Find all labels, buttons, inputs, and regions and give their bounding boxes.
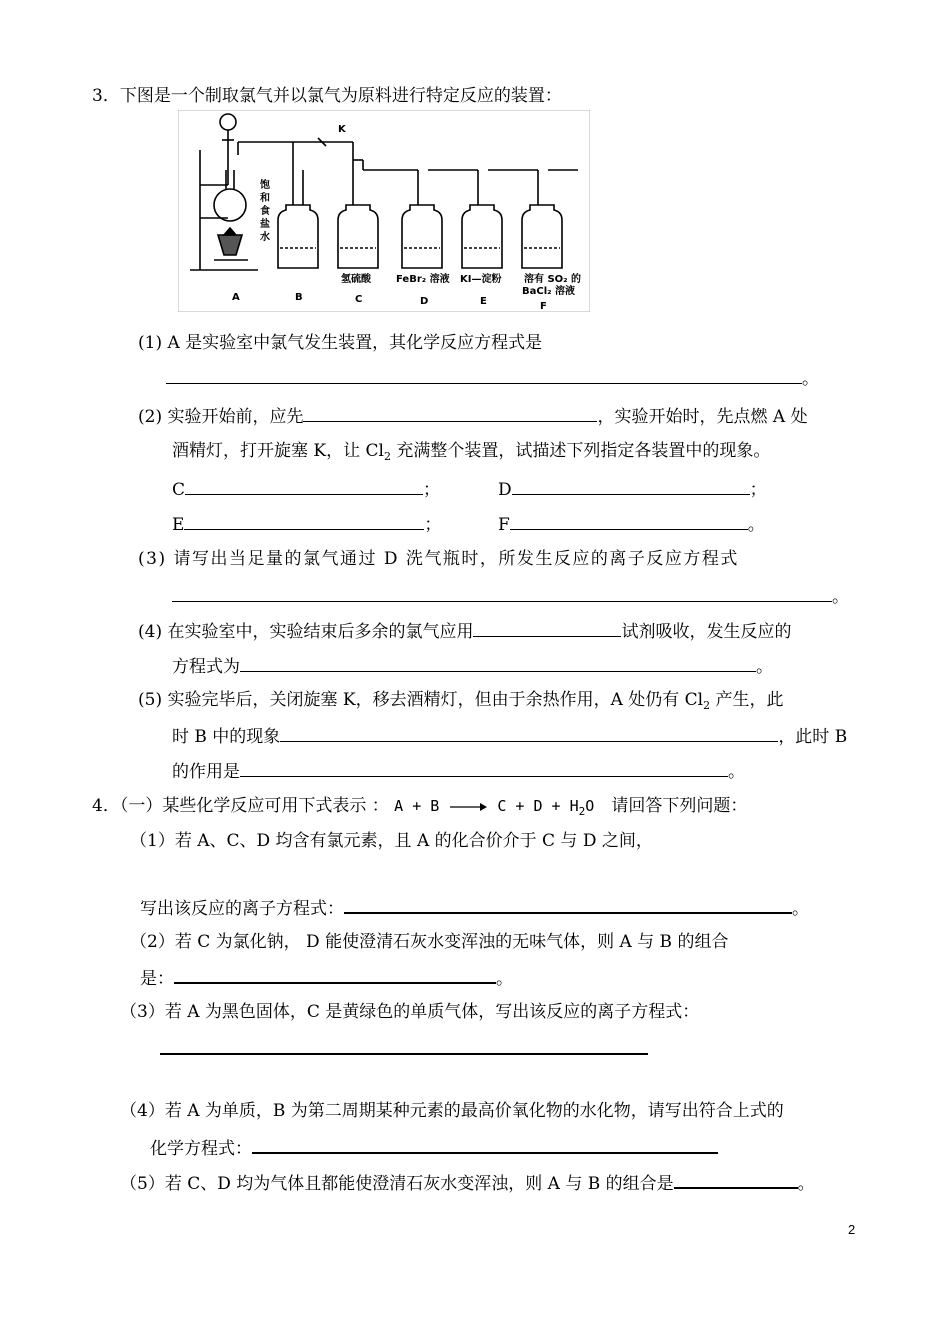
q4-p1-line1: （1）若 A、C、D 均含有氯元素，且 A 的化合价介于 C 与 D 之间， [130,831,653,851]
q3-p2-d-semi: ； [749,480,767,500]
svg-text:和: 和 [260,193,270,204]
q4-p5-end: 。 [797,1174,815,1194]
q4-p4-l2: 化学方程式： [150,1139,252,1159]
letter-B: B [295,292,303,303]
page-number: 2 [848,1222,856,1237]
q3-p1-end: 。 [802,369,819,389]
brine-label [260,178,270,243]
letter-F: F [540,301,547,312]
q4-p2-l2: 是： [140,969,174,989]
q3-p5-l2a: 时 B 中的现象 [172,727,281,747]
q4-title [92,794,747,824]
valve-k-label: K [338,124,346,135]
q3-p2-c-label: C [172,480,186,500]
q4-p3-blank[interactable] [160,1053,648,1055]
q4-p2-end: 。 [496,969,513,989]
q3-p2-blank-f[interactable] [510,511,748,530]
q3-p1-answer-line [166,365,819,391]
q3-p5-line1 [138,688,784,718]
q4-title-b: 请回答下列问题： [611,796,748,816]
q3-p2-l1b: ，实验开始时，先点燃 A 处 [597,407,808,427]
q3-p5-line3 [172,758,745,784]
letter-C: C [355,294,363,305]
q3-p2-line2 [172,439,770,469]
q3-p4-l1a: (4) 在实验室中，实验结束后多余的氯气应用 [138,622,474,642]
q3-p5-l2b: ，此时 B [778,727,848,747]
q3-p2-blank-prep[interactable] [303,403,597,422]
letter-D: D [420,296,429,307]
q4-p4-line2 [150,1134,718,1161]
reagent-F-label-2: BaCl₂ 溶液 [522,286,575,297]
q3-p5-end: 。 [728,762,745,782]
q3-p4-l2a: 方程式为 [172,657,240,677]
q4-p2-line2 [140,964,513,991]
q3-p5-l1a: (5) 实验完毕后，关闭旋塞 K，移去酒精灯，但由于余热作用，A 处仍有 Cl [138,690,704,710]
q4-p4-blank[interactable] [252,1134,718,1154]
q3-p3-end: 。 [832,587,849,607]
reagent-C-label: 氢硫酸 [341,274,371,285]
q4-p3-line1: （3）若 A 为黑色固体，C 是黄绿色的单质气体，写出该反应的离子方程式： [120,1002,700,1022]
letter-E: E [480,296,487,307]
q4-formula [394,797,603,818]
reagent-E-label: KI—淀粉 [460,274,502,285]
q3-p3-text: (3) 请写出当足量的氯气通过 D 洗气瓶时，所发生反应的离子反应方程式 [138,549,739,569]
q3-p4-blank-equation[interactable] [240,653,756,672]
svg-text:水: 水 [260,232,270,243]
q4-p1-l2: 写出该反应的离子方程式： [140,899,344,919]
q3-p3-answer-line [172,583,849,609]
q3-p5-blank-phenomenon[interactable] [280,723,778,742]
q3-p2-e-semi: ； [424,515,442,535]
q3-p2-l2sub: 2 [383,450,391,463]
q3-p2-d-row [498,476,767,502]
q3-p3-blank[interactable] [172,583,832,602]
svg-text:盐: 盐 [260,219,270,230]
q3-p2-f-row [498,511,765,537]
q4-formula-sub: 2 [578,805,586,818]
q3-p2-l1a: (2) 实验开始前，应先 [138,407,304,427]
q4-p5-l1: （5）若 C、D 均为气体且都能使澄清石灰水变浑浊，则 A 与 B 的组合是 [120,1174,674,1194]
q4-formula-o: O [585,797,595,815]
q4-p2-line1: （2）若 C 为氯化钠， D 能使澄清石灰水变浑浊的无味气体，则 A 与 B 的组合 [130,932,729,952]
svg-text:食: 食 [260,206,270,217]
q3-p4-line2 [172,653,773,679]
q3-p4-line1 [138,618,791,644]
q3-p2-f-end: 。 [747,515,765,535]
q3-p2-line1 [138,403,808,429]
q3-p4-blank-reagent[interactable] [473,618,621,637]
q3-p2-l2a: 酒精灯，打开旋塞 K，让 Cl [172,441,384,461]
q3-p2-d-label: D [498,480,512,500]
q4-formula-lhs: A + B [394,797,440,815]
q3-p2-e-label: E [172,515,185,535]
q3-p5-blank-role[interactable] [240,758,728,777]
q4-p5-blank[interactable] [674,1169,798,1189]
q3-p5-l3a: 的作用是 [172,762,240,782]
q3-p4-end: 。 [756,657,773,677]
q3-p2-blank-d[interactable] [512,476,750,495]
letter-A: A [232,292,240,303]
q3-p2-blank-c[interactable] [185,476,423,495]
q4-p1-line2 [140,894,809,921]
q4-title-a: 4．（一）某些化学反应可用下式表示 ： [92,796,389,816]
q3-title: 3．下图是一个制取氯气并以氯气为原料进行特定反应的装置： [92,86,562,106]
reaction-arrow-icon [448,801,488,813]
q3-p5-l1sub: 2 [703,699,711,712]
reagent-D-label: FeBr₂ 溶液 [396,274,450,285]
q3-p2-e-row [172,511,441,537]
q4-p2-blank[interactable] [174,964,496,984]
q3-p2-c-semi: ； [423,480,441,500]
q4-p5-line1 [120,1169,815,1196]
q4-p1-end: 。 [792,899,809,919]
q3-p1-text: (1) A 是实验室中氯气发生装置，其化学反应方程式是 [138,333,543,353]
q3-p2-f-label: F [498,515,510,535]
chlorine-apparatus-figure [178,110,590,312]
q3-p2-c-row [172,476,440,502]
q4-formula-rhs: C + D + H [497,797,579,815]
q3-p5-l1b: 产生，此 [710,690,784,710]
q3-p2-l2b: 充满整个装置，试描述下列指定各装置中的现象。 [390,441,771,461]
svg-text:饱: 饱 [260,180,270,191]
q4-p1-blank[interactable] [344,894,792,914]
q3-p5-line2 [172,723,847,749]
q3-p4-l1b: 试剂吸收，发生反应的 [621,622,792,642]
reagent-F-label-1: 溶有 SO₂ 的 [524,274,582,285]
q3-p2-blank-e[interactable] [184,511,424,530]
q3-p1-blank[interactable] [166,365,802,384]
q4-p4-line1: （4）若 A 为单质，B 为第二周期某种元素的最高价氧化物的水化物，请写出符合上式的 [120,1101,784,1121]
